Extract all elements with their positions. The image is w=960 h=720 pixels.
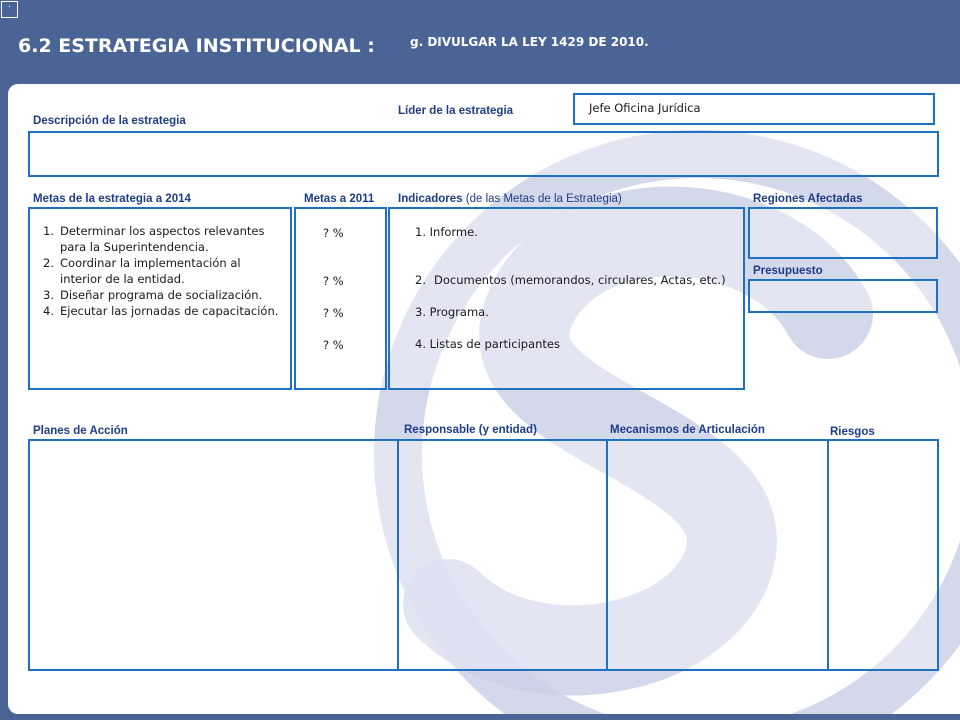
lider-label: Líder de la estrategia <box>398 105 514 117</box>
list-item: 1. Determinar los aspectos relevantes para la Superintendencia. <box>43 224 265 254</box>
indicadores-field[interactable] <box>388 207 745 390</box>
mecanismos-field[interactable] <box>606 439 829 671</box>
list-item: 4. Ejecutar las jornadas de capacitación. <box>43 304 279 318</box>
riesgos-field[interactable] <box>827 439 939 671</box>
descripcion-field[interactable] <box>28 131 939 177</box>
corner-button[interactable]: · <box>1 1 18 18</box>
descripcion-label: Descripción de la estrategia <box>33 115 186 127</box>
mecanismos-label: Mecanismos de Articulación <box>610 424 765 436</box>
meta-2011-value: ? % <box>323 274 344 288</box>
indicador-item: 1. Informe. <box>415 225 478 239</box>
indicadores-label-suffix: (de las Metas de la Estrategia) <box>465 193 622 205</box>
presupuesto-field[interactable] <box>748 279 938 313</box>
metas-2014-list <box>43 223 279 319</box>
responsable-field[interactable] <box>397 439 608 671</box>
meta-2011-value: ? % <box>323 306 344 320</box>
presupuesto-label: Presupuesto <box>753 265 823 277</box>
metas-2011-label: Metas a 2011 <box>304 193 375 205</box>
lider-field[interactable] <box>573 93 935 125</box>
regiones-field[interactable] <box>748 207 938 259</box>
indicadores-label <box>398 193 622 205</box>
list-item: 3. Diseñar programa de socialización. <box>43 288 263 302</box>
meta-2011-value: ? % <box>323 226 344 240</box>
regiones-label: Regiones Afectadas <box>753 193 863 205</box>
meta-2011-value: ? % <box>323 338 344 352</box>
lider-value: Jefe Oficina Jurídica <box>589 101 701 115</box>
planes-field[interactable] <box>28 439 399 671</box>
metas-2011-field[interactable] <box>294 207 387 390</box>
metas-2014-label: Metas de la estrategia a 2014 <box>33 193 191 205</box>
metas-2014-field[interactable] <box>28 207 292 390</box>
responsable-label: Responsable (y entidad) <box>404 424 537 436</box>
indicador-item: 4. Listas de participantes <box>415 337 560 351</box>
page-title: 6.2 ESTRATEGIA INSTITUCIONAL : <box>18 35 375 57</box>
indicador-item: 2. Documentos (memorandos, circulares, Actas, etc.) <box>415 273 726 287</box>
page-subtitle: g. DIVULGAR LA LEY 1429 DE 2010. <box>410 35 649 49</box>
planes-label: Planes de Acción <box>33 425 128 437</box>
indicador-item: 3. Programa. <box>415 305 489 319</box>
list-item: 2. Coordinar la implementación al interior de la entidad. <box>43 256 241 286</box>
indicadores-label-main: Indicadores <box>398 193 463 205</box>
riesgos-label: Riesgos <box>830 426 875 438</box>
